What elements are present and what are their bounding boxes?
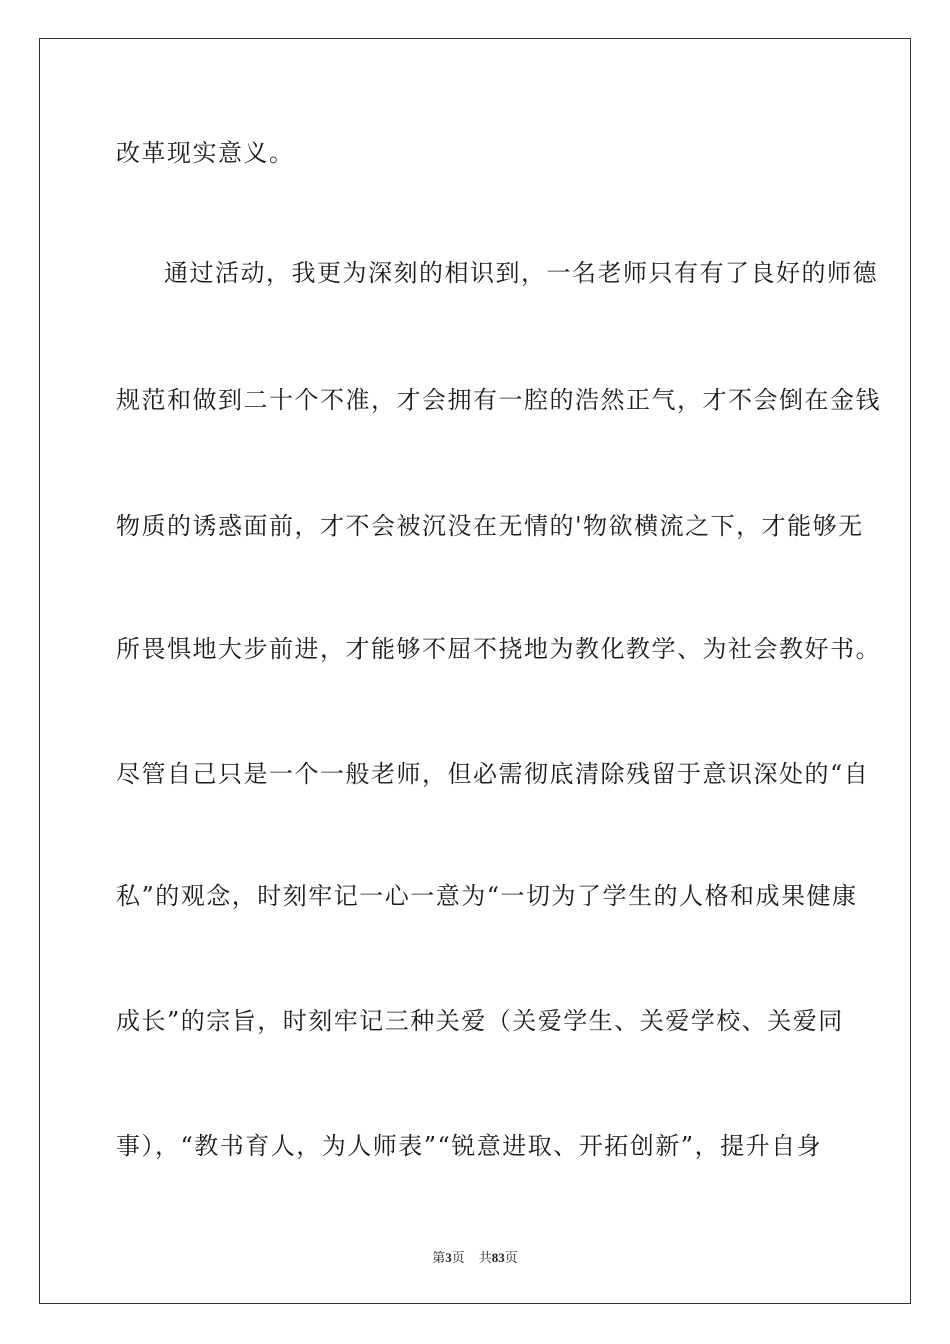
page-border <box>39 38 911 1304</box>
total-label-suffix: 页 <box>504 1251 518 1266</box>
page-label-suffix: 页 <box>451 1251 465 1266</box>
total-pages: 83 <box>491 1250 505 1265</box>
text-line: 物质的诱惑面前，才不会被沉没在无情的'物欲横流之下，才能够无 <box>116 512 864 540</box>
text-line: 尽管自己只是一个一般老师，但必需彻底清除残留于意识深处的“自 <box>116 760 870 788</box>
page-label-prefix: 第 <box>432 1251 446 1266</box>
text-line: 所畏惧地大步前进，才能够不屈不挠地为教化教学、为社会教好书。 <box>116 635 881 663</box>
total-label-prefix: 共 <box>478 1251 492 1266</box>
text-line: 事），“教书育人，为人师表”“锐意进取、开拓创新”，提升自身 <box>116 1132 823 1160</box>
text-line: 成长”的宗旨，时刻牢记三种关爱（关爱学生、关爱学校、关爱同 <box>116 1007 844 1035</box>
text-line: 私”的观念，时刻牢记一心一意为“一切为了学生的人格和成果健康 <box>116 882 858 910</box>
text-line: 改革现实意义。 <box>116 139 295 167</box>
page-footer <box>0 1247 950 1266</box>
text-line: 规范和做到二十个不准，才会拥有一腔的浩然正气，才不会倒在金钱 <box>116 386 881 414</box>
page-number: 3 <box>445 1250 452 1265</box>
text-line: 通过活动，我更为深刻的相识到，一名老师只有有了良好的师德 <box>164 259 878 287</box>
